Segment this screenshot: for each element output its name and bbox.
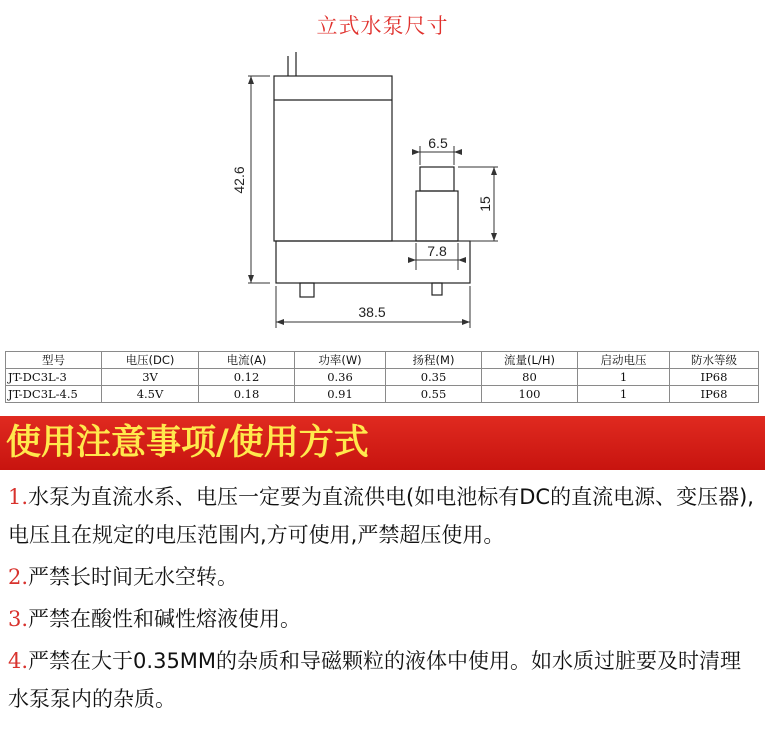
table-header-cell: 功率(W) [295,352,386,369]
table-header-cell: 型号 [6,352,102,369]
table-cell: 0.36 [295,369,386,386]
table-cell: 0.18 [199,386,295,403]
rule-number: 2. [8,565,29,589]
table-cell: 0.55 [386,386,482,403]
table-header-row [6,352,759,369]
table-cell: 100 [482,386,578,403]
rule-text: 严禁在大于0.35MM的杂质和导磁颗粒的液体中使用。如水质过脏要及时清理水泵泵内的杂质。 [8,649,742,711]
rule-number: 4. [8,649,29,673]
table-header-cell: 电流(A) [199,352,295,369]
rule-item [8,558,760,596]
table-cell: JT-DC3L-4.5 [6,386,102,403]
table-cell: 80 [482,369,578,386]
height-dimension-label: 42.6 [231,166,247,194]
table-cell: 0.35 [386,369,482,386]
base-width-label: 38.5 [358,304,386,320]
table-cell: 4.5V [102,386,199,403]
table-cell: IP68 [670,369,759,386]
table-cell: 1 [578,386,670,403]
table-cell: 3V [102,369,199,386]
rule-text: 严禁长时间无水空转。 [28,565,239,589]
table-cell: 0.91 [295,386,386,403]
table-cell: JT-DC3L-3 [6,369,102,386]
rule-item [8,600,760,638]
rule-number: 3. [8,607,29,631]
table-header-cell: 防水等级 [670,352,759,369]
rule-item [8,642,760,718]
table-row [6,369,759,386]
usage-notes-banner: 使用注意事项/使用方式 [0,416,765,470]
rule-text: 严禁在酸性和碱性熔液使用。 [28,607,302,631]
usage-rules-list [8,478,760,722]
table-cell: 1 [578,369,670,386]
outlet-base-label: 7.8 [427,243,447,259]
table-header-cell: 电压(DC) [102,352,199,369]
outlet-height-label: 15 [477,196,493,212]
table-row [6,386,759,403]
page-title: 立式水泵尺寸 [316,14,449,38]
rule-item [8,478,760,554]
rule-text: 水泵为直流水系、电压一定要为直流供电(如电池标有DC的直流电源、变压器),电压且在规定的电压范围内,方可使用,严禁超压使用。 [8,485,754,547]
table-cell: IP68 [670,386,759,403]
table-header-cell: 流量(L/H) [482,352,578,369]
table-header-cell: 启动电压 [578,352,670,369]
outlet-width-label: 6.5 [428,135,448,151]
table-cell: 0.12 [199,369,295,386]
table-header-cell: 扬程(M) [386,352,482,369]
pump-dimension-drawing [0,0,765,350]
spec-table [5,351,759,403]
rule-number: 1. [8,485,29,509]
